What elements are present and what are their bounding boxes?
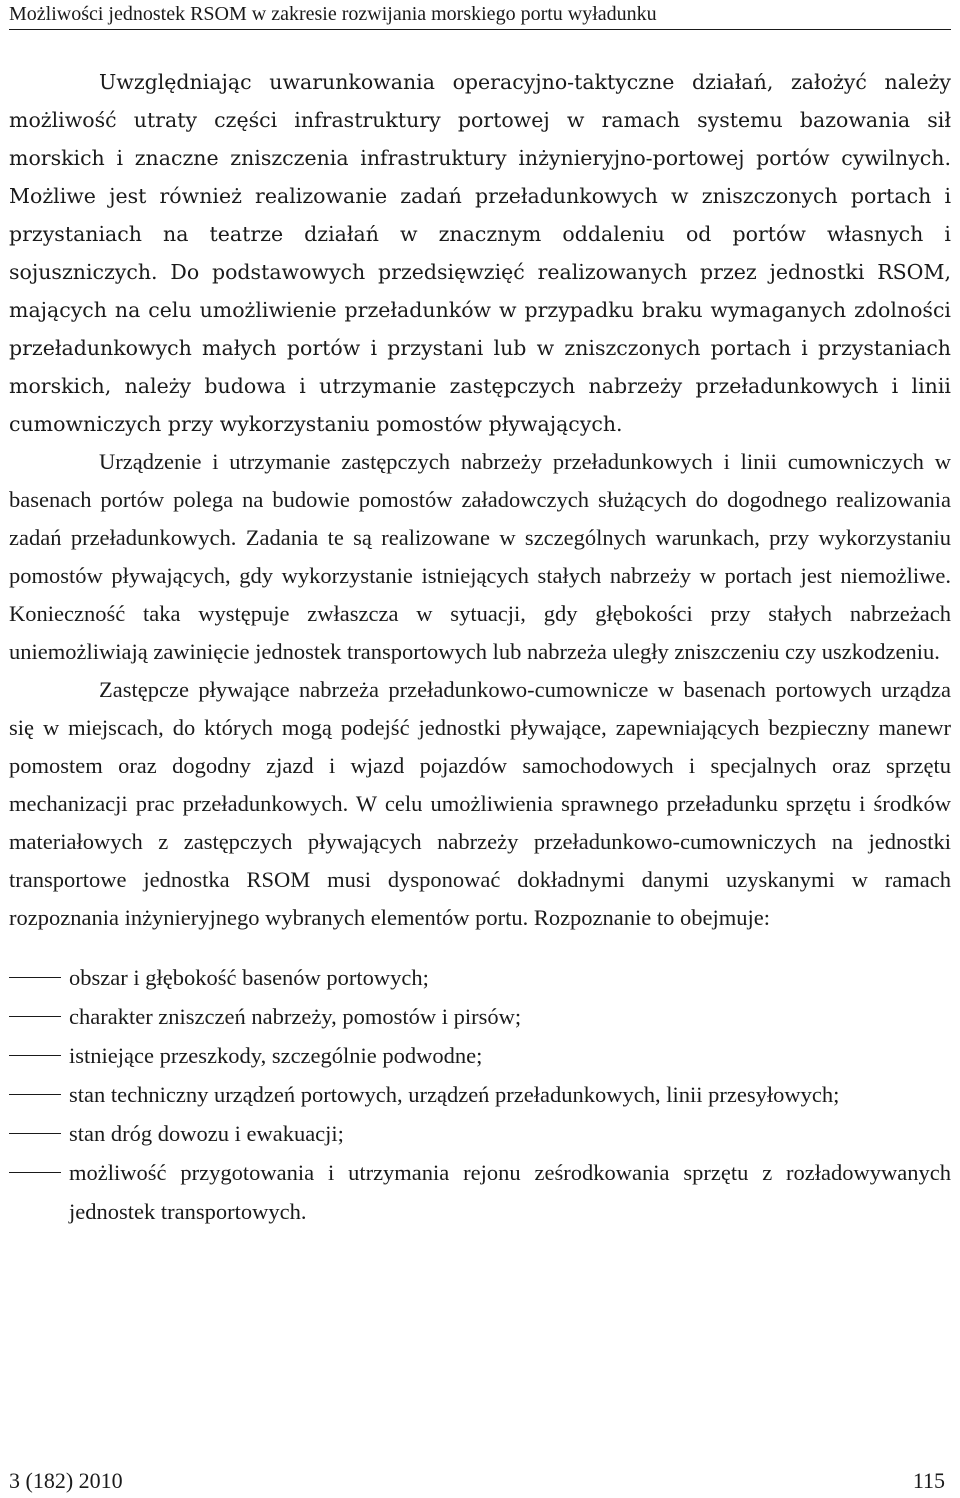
reconnaissance-list [9,958,951,1231]
list-item [9,997,951,1036]
list-item [9,958,951,997]
paragraph-1: Uwzględniając uwarunkowania operacyjno-taktyczne działań, założyć należy możliwość utraty części infrastruktury portowej w ramach systemu bazowania sił morskich i znaczne zniszczenia infrastruktury inżynieryjno-portowej portów cywilnych. Możliwe jest również realizowanie zadań przeładunkowych w zniszczonych portach i przystaniach na teatrze działań w znacznym oddaleniu od portów własnych i sojuszniczych. Do podstawowych przedsięwzięć realizowanych przez jednostki RSOM, mających na celu umożliwienie przeładunków w przypadku braku wymaganych zdolności przeładunkowych małych portów i przystani lub w zniszczonych portach i przystaniach morskich, należy budowa i utrzymanie zastępczych nabrzeży przeładunkowych i linii cumowniczych przy wykorzystaniu pomostów pływających. [9,70,951,436]
list-item-text: charakter zniszczeń nabrzeży, pomostów i pirsów; [69,1004,522,1029]
list-item-text: stan techniczny urządzeń portowych, urządzeń przeładunkowych, linii przesyłowych; [69,1082,840,1107]
issue-number: 3 (182) 2010 [9,1468,123,1493]
dash-bullet-icon [9,1094,61,1095]
article-body [9,63,951,1231]
dash-bullet-icon [9,1055,61,1056]
running-header [9,2,951,30]
paragraph-3: Zastępcze pływające nabrzeża przeładunkowo-cumownicze w basenach portowych urządza się w miejscach, do których mogą podejść jednostki pływające, zapewniających bezpieczny manewr pomostem oraz dogodny zjazd i wjazd pojazdów samochodowych i specjalnych oraz sprzętu mechanizacji prac przeładunkowych. W celu umożliwienia sprawnego przeładunku sprzętu i środków materiałowych z zastępczych pływających nabrzeży przeładunkowo-cumowniczych na jednostki transportowe jednostka RSOM musi dysponować dokładnymi danymi uzyskanymi w ramach rozpoznania inżynieryjnego wybranych elementów portu. Rozpoznanie to obejmuje: [9,677,951,930]
dash-bullet-icon [9,1133,61,1134]
dash-bullet-icon [9,977,61,978]
list-item-text: możliwość przygotowania i utrzymania rejonu ześrodkowania sprzętu z rozładowywanych jednostek transportowych. [69,1160,951,1224]
list-item [9,1075,951,1114]
page-number: 115 [912,1468,945,1493]
list-item-text: stan dróg dowozu i ewakuacji; [69,1121,344,1146]
list-item-text: istniejące przeszkody, szczególnie podwodne; [69,1043,483,1068]
list-item [9,1114,951,1153]
paragraph-2: Urządzenie i utrzymanie zastępczych nabrzeży przeładunkowych i linii cumowniczych w basenach portów polega na budowie pomostów załadowczych służących do dogodnego realizowania zadań przeładunkowych. Zadania te są realizowane w szczególnych warunkach, przy wykorzystaniu pomostów pływających, gdy wykorzystanie istniejących stałych nabrzeży w portach jest niemożliwe. Konieczność taka występuje zwłaszcza w sytuacji, gdy głębokości przy stałych nabrzeżach uniemożliwiają zawinięcie jednostek transportowych lub nabrzeża uległy zniszczeniu czy uszkodzeniu. [9,449,951,664]
dash-bullet-icon [9,1172,61,1173]
list-item-text: obszar i głębokość basenów portowych; [69,965,429,990]
list-item [9,1153,951,1231]
dash-bullet-icon [9,1016,61,1017]
running-title: Możliwości jednostek RSOM w zakresie rozwijania morskiego portu wyładunku [9,3,657,25]
list-item [9,1036,951,1075]
